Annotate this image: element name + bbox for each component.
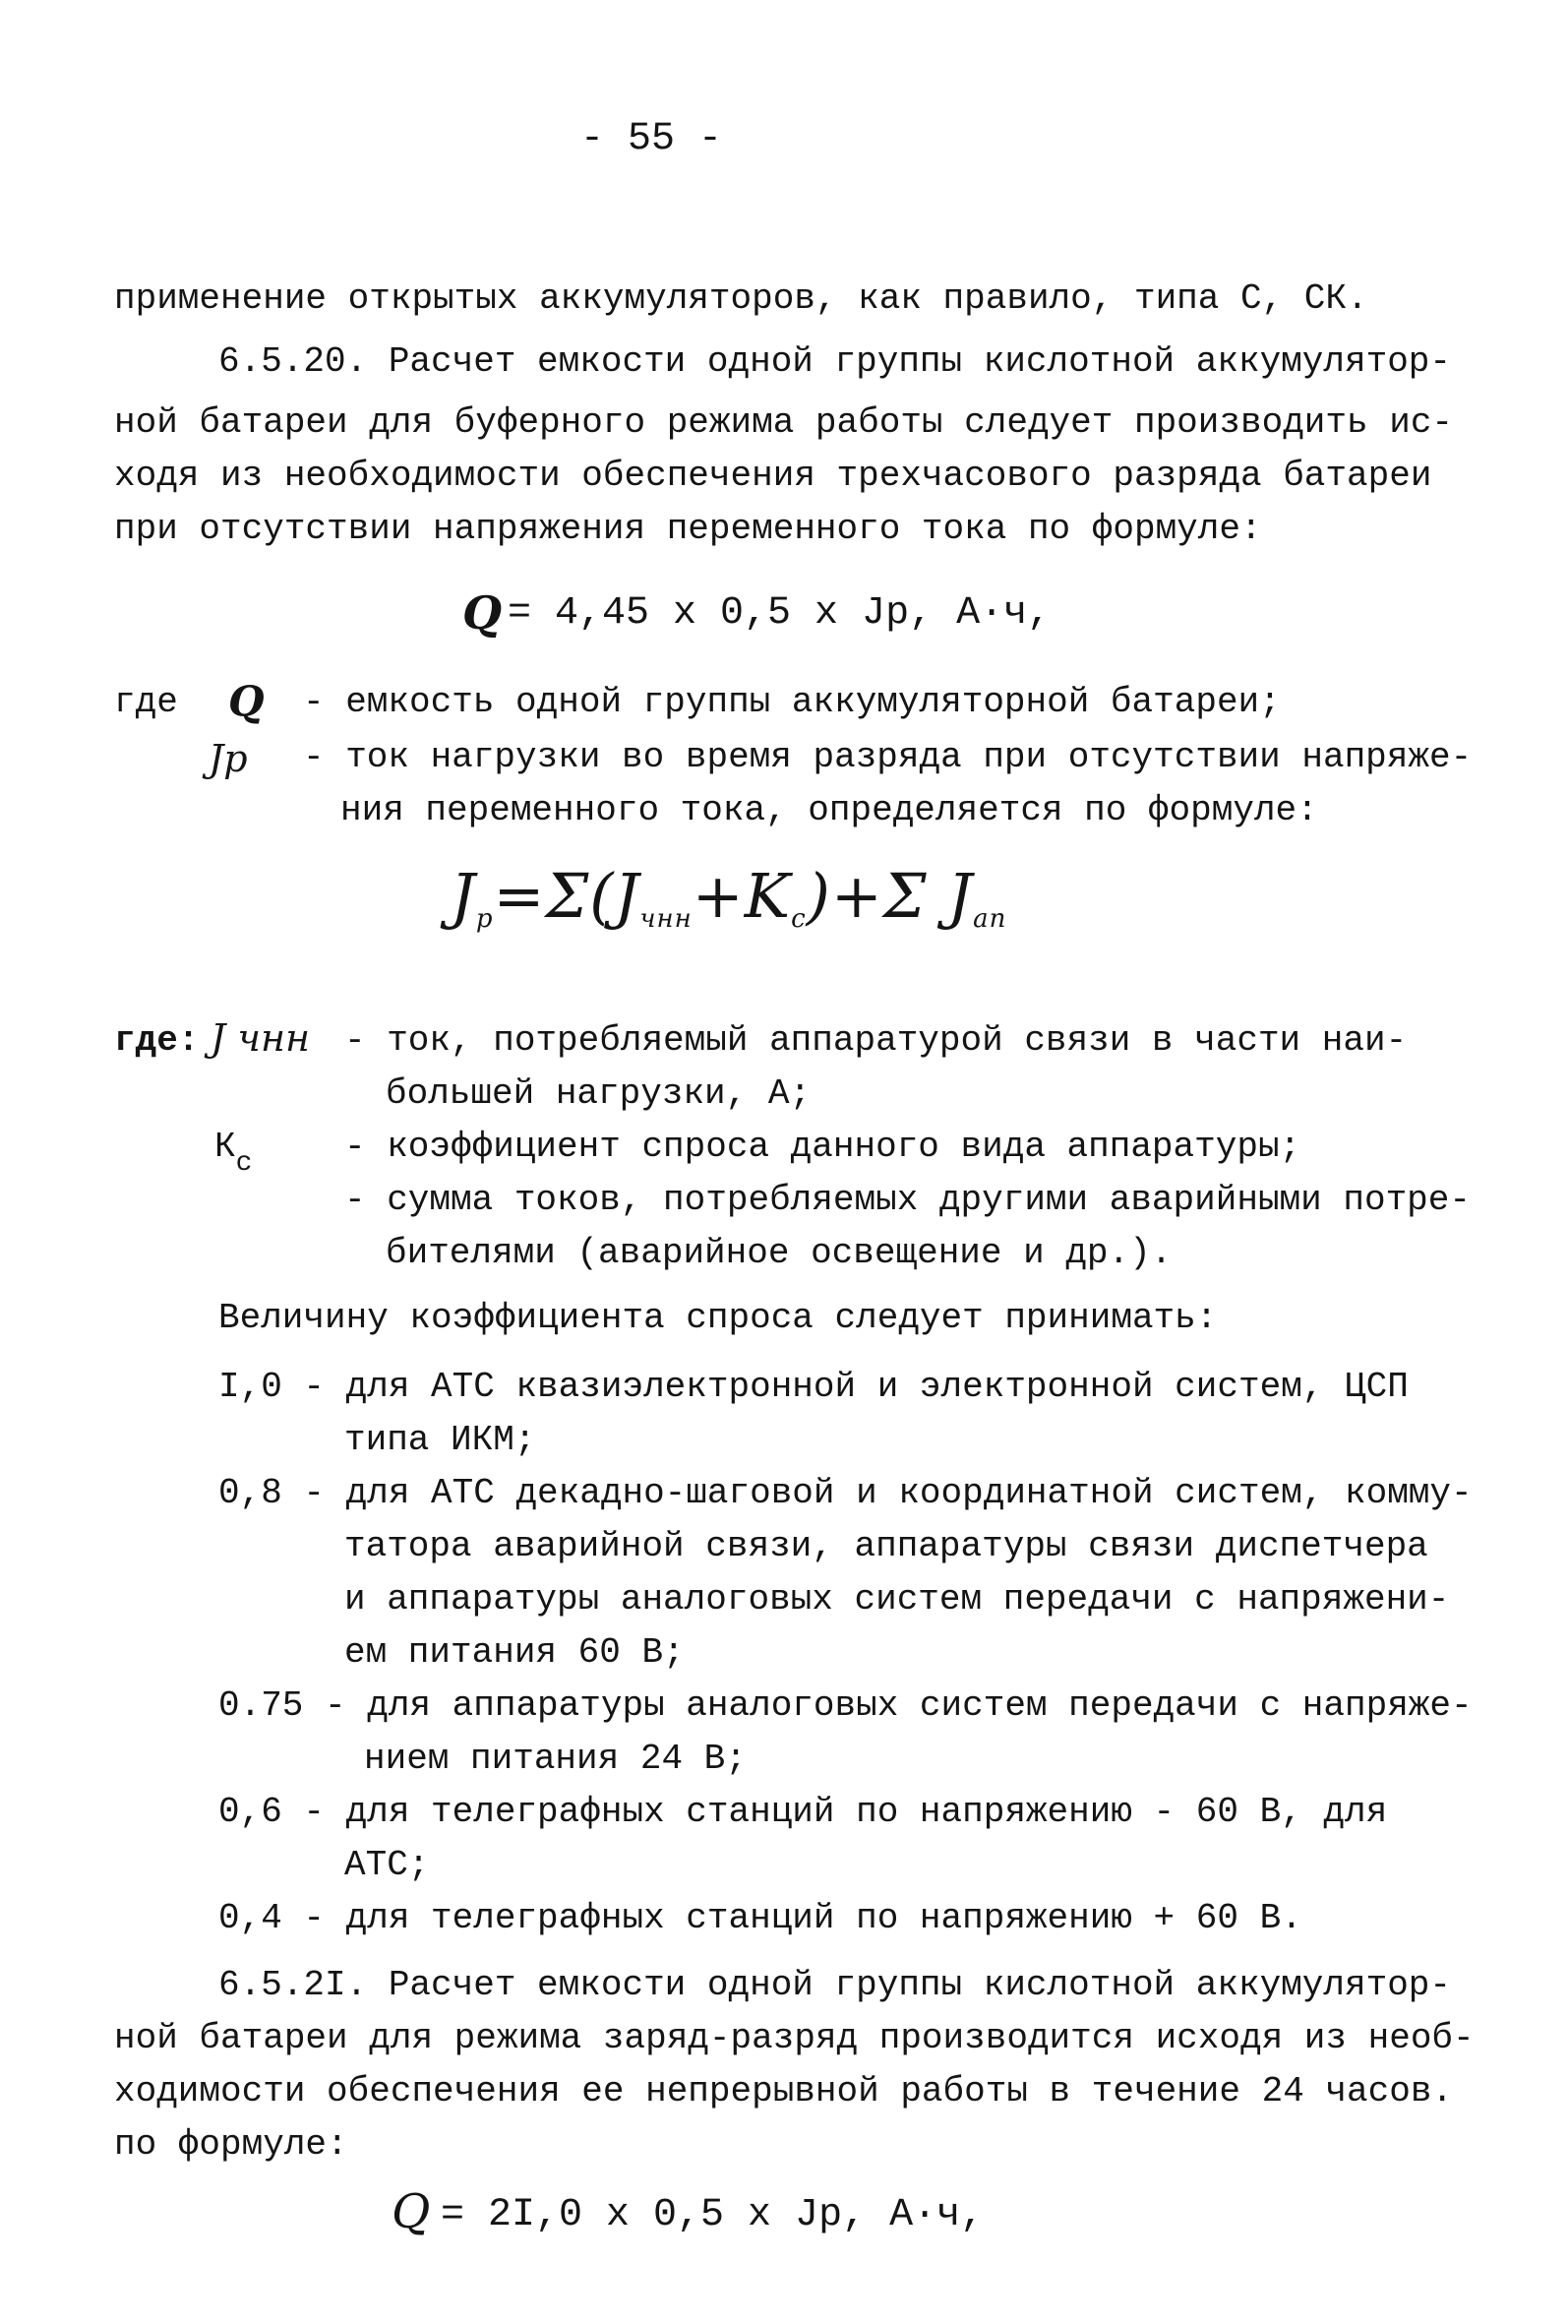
paragraph-6-5-20-line: при отсутствии напряжения переменного тока по формуле:: [114, 509, 1262, 549]
formula-3-symbol: Q: [392, 2184, 431, 2239]
coefficient-item: I,0 - для АТС квазиэлектронной и электронной систем, ЦСП: [218, 1367, 1409, 1407]
formula-2-sub-chnn: чнн: [639, 904, 693, 934]
paragraph-6-5-21-line: 6.5.2I. Расчет емкости одной группы кислотной аккумулятор-: [218, 1965, 1452, 2005]
coefficient-item-cont: нием питания 24 В;: [364, 1739, 747, 1779]
paragraph-6-5-20-line: ходя из необходимости обеспечения трехчасового разряда батареи: [114, 456, 1432, 496]
paragraph-6-5-21-line: ной батареи для режима заряд-разряд производится исходя из необ-: [114, 2018, 1475, 2058]
kc-symbol: [214, 1127, 253, 1179]
formula-2-k-part: +K: [692, 860, 792, 932]
q-symbol: Q: [228, 677, 265, 725]
formula-1-symbol: Q: [462, 586, 503, 640]
formula-2-j: J: [451, 860, 476, 932]
kc-sub: с: [235, 1148, 253, 1179]
formula-3-expression: = 2I,0 x 0,5 x Jр, А·ч,: [441, 2193, 985, 2237]
formula-2-sub-c: с: [791, 904, 807, 934]
definition-jchnn-line: - ток, потребляемый аппаратурой связи в части наи-: [344, 1020, 1408, 1061]
coefficient-item-cont: АТС;: [344, 1845, 430, 1885]
paragraph-6-5-20-line: ной батареи для буферного режима работы следует производить ис-: [114, 402, 1454, 443]
where-label: где: [114, 682, 178, 722]
formula-2-sub-ap: ап: [973, 904, 1007, 934]
coefficient-item-cont: и аппаратуры аналоговых систем передачи с напряжени-: [344, 1579, 1450, 1620]
definition-sum-line: бителями (аварийное освещение и др.).: [386, 1233, 1173, 1273]
formula-2: [451, 860, 1007, 934]
definition-sum-line: - сумма токов, потребляемых другими аварийными потре-: [344, 1180, 1471, 1220]
coefficient-item-cont: ем питания 60 В;: [344, 1632, 685, 1673]
where-label-2: где:: [114, 1020, 200, 1061]
paragraph-6-5-20-line: 6.5.20. Расчет емкости одной группы кислотной аккумулятор-: [218, 341, 1452, 382]
coefficient-item-cont: татора аварийной связи, аппаратуры связи диспетчера: [344, 1526, 1428, 1566]
formula-2-sum-part: =Σ(J: [493, 860, 640, 932]
coefficient-item: 0.75 - для аппаратуры аналоговых систем передачи с напряже-: [218, 1685, 1473, 1726]
jchnn-symbol: J чнн: [211, 1016, 311, 1060]
coefficient-item-cont: типа ИКМ;: [344, 1420, 536, 1460]
definition-q: - емкость одной группы аккумуляторной батареи;: [303, 682, 1281, 722]
coefficient-item: 0,4 - для телеграфных станций по напряжению + 60 В.: [218, 1898, 1302, 1938]
text-line: применение открытых аккумуляторов, как правило, типа С, СК.: [114, 278, 1368, 319]
formula-2-tail: )+Σ J: [806, 860, 974, 932]
kc-k: К: [214, 1127, 236, 1167]
paragraph-6-5-21-line: по формуле:: [114, 2124, 348, 2165]
jr-symbol: Jр: [209, 737, 248, 780]
coefficient-item: 0,6 - для телеграфных станций по напряжению - 60 В, для: [218, 1792, 1388, 1832]
formula-2-sub-p: р: [475, 904, 494, 934]
page-number: - 55 -: [580, 117, 723, 161]
definition-jr-line: ния переменного тока, определяется по формуле:: [340, 790, 1318, 830]
formula-1-expression: = 4,45 x 0,5 x Jр, А·ч,: [508, 591, 1052, 636]
definition-jr-line: - ток нагрузки во время разряда при отсутствии напряже-: [303, 737, 1473, 777]
definition-kc: - коэффициент спроса данного вида аппаратуры;: [344, 1127, 1301, 1167]
paragraph-6-5-21-line: ходимости обеспечения ее непрерывной работы в течение 24 часов.: [114, 2071, 1454, 2111]
coefficient-intro: Величину коэффициента спроса следует принимать:: [218, 1298, 1218, 1338]
definition-jchnn-line: большей нагрузки, А;: [386, 1073, 812, 1114]
coefficient-item: 0,8 - для АТС декадно-шаговой и координатной систем, комму-: [218, 1473, 1473, 1513]
